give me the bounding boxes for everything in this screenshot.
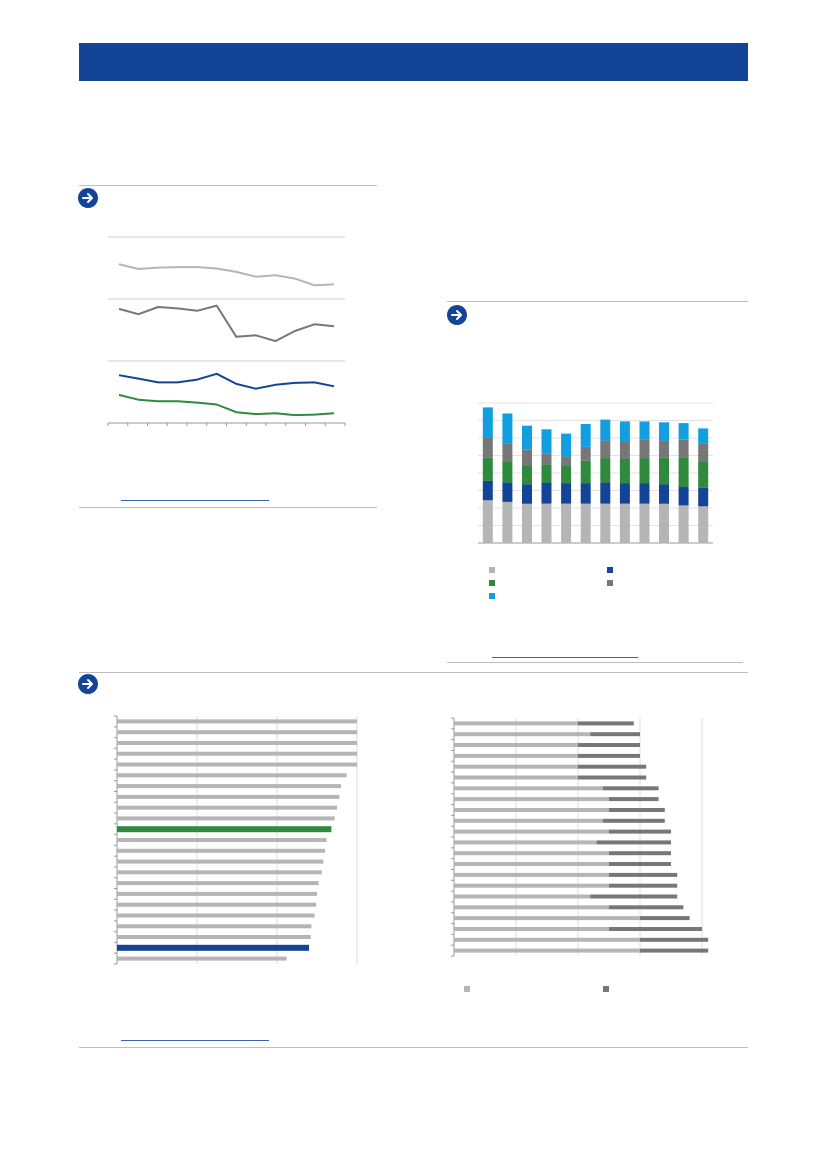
bar: [117, 838, 327, 842]
bar-segment: [454, 830, 609, 834]
bar: [117, 826, 331, 832]
stacked-horizontal-bar-chart: [448, 712, 728, 962]
bar-segment: [578, 765, 646, 769]
bar: [117, 860, 323, 864]
bar-segment: [561, 466, 571, 484]
bar-segment: [502, 443, 512, 461]
bar-segment: [620, 421, 630, 441]
bar-segment: [522, 484, 532, 503]
bar-segment: [581, 424, 591, 447]
bar-segment: [454, 862, 609, 866]
bar: [117, 892, 317, 896]
bar: [117, 730, 357, 734]
bar-segment: [640, 458, 650, 483]
bar-segment: [483, 481, 493, 500]
bar-segment: [609, 797, 659, 801]
bar-segment: [454, 873, 609, 877]
legend-swatch: [603, 986, 609, 992]
bar-segment: [578, 754, 640, 758]
bar-segment: [581, 447, 591, 461]
section-rule: [79, 507, 377, 508]
bar-segment: [698, 428, 708, 443]
bar-segment: [609, 851, 671, 855]
bar-segment: [454, 808, 609, 812]
bar-segment: [640, 916, 690, 920]
bar-segment: [522, 449, 532, 465]
bar-segment: [620, 484, 630, 504]
bar-segment: [454, 776, 578, 780]
bar-segment: [483, 437, 493, 457]
bar-segment: [454, 851, 609, 855]
bar: [117, 784, 341, 788]
bar-segment: [581, 484, 591, 504]
bar-segment: [620, 442, 630, 460]
bar-segment: [561, 504, 571, 543]
bar-segment: [483, 500, 493, 543]
bar-segment: [590, 895, 677, 899]
bar-segment: [609, 830, 671, 834]
bar-segment: [659, 457, 669, 484]
bar-segment: [454, 905, 609, 909]
bar-segment: [679, 457, 689, 487]
legend-swatch: [607, 567, 613, 573]
bar-segment: [454, 797, 609, 801]
bar-segment: [609, 862, 671, 866]
bar-segment: [542, 429, 552, 454]
bar-segment: [454, 840, 597, 844]
bar: [117, 816, 335, 820]
bar: [117, 945, 309, 951]
bar: [117, 935, 311, 939]
bar-segment: [454, 884, 609, 888]
bar-segment: [640, 421, 650, 439]
bar: [117, 914, 315, 918]
bar-segment: [561, 434, 571, 457]
bar: [117, 795, 339, 799]
bar-segment: [502, 502, 512, 543]
bar-segment: [698, 488, 708, 506]
bar: [117, 881, 319, 885]
bar-segment: [454, 938, 640, 942]
bar: [117, 752, 357, 756]
bar-segment: [578, 721, 634, 725]
bar-segment: [454, 765, 578, 769]
horizontal-bar-chart: [110, 712, 370, 967]
bar-segment: [640, 938, 708, 942]
bar-segment: [679, 487, 689, 505]
arrow-right-circle-icon: [447, 305, 467, 325]
bar-segment: [600, 458, 610, 483]
bar: [117, 924, 311, 928]
bar-segment: [600, 483, 610, 504]
bar-segment: [600, 504, 610, 543]
bar-segment: [542, 504, 552, 543]
bar-segment: [522, 504, 532, 543]
bar-segment: [609, 884, 677, 888]
bar: [117, 719, 357, 723]
bar-segment: [522, 426, 532, 450]
bar-segment: [581, 504, 591, 543]
section-rule: [79, 1047, 748, 1048]
section-rule: [447, 662, 743, 663]
bar-segment: [542, 454, 552, 465]
legend-swatch: [464, 986, 470, 992]
bar-segment: [609, 905, 683, 909]
bar-segment: [659, 504, 669, 543]
bar-segment: [609, 873, 677, 877]
bar-segment: [640, 484, 650, 504]
bar: [117, 870, 322, 874]
arrow-right-circle-icon: [78, 188, 98, 208]
bar-segment: [600, 420, 610, 441]
bar-segment: [454, 916, 640, 920]
bar: [117, 773, 347, 777]
line-chart: [100, 225, 360, 435]
bar-segment: [502, 462, 512, 483]
bar-segment: [561, 484, 571, 504]
bar-segment: [483, 407, 493, 437]
series-line: [119, 264, 334, 285]
section-rule: [79, 672, 748, 673]
bar-segment: [454, 721, 578, 725]
bar-segment: [609, 808, 665, 812]
source-link[interactable]: [121, 1040, 269, 1041]
bar-segment: [454, 895, 590, 899]
bar-segment: [603, 786, 659, 790]
bar: [117, 763, 357, 767]
bar-segment: [679, 505, 689, 543]
bar-segment: [698, 462, 708, 488]
bar-segment: [454, 754, 578, 758]
bar-segment: [502, 483, 512, 502]
series-line: [119, 374, 334, 389]
bar-segment: [581, 461, 591, 484]
bar-segment: [454, 786, 603, 790]
bar-segment: [590, 732, 640, 736]
legend-swatch: [489, 580, 495, 586]
legend-swatch: [489, 593, 495, 599]
bar-segment: [454, 949, 640, 953]
section-rule: [79, 185, 377, 186]
bar-segment: [640, 504, 650, 543]
bar-segment: [659, 484, 669, 503]
bar-segment: [454, 819, 603, 823]
legend-swatch: [489, 567, 495, 573]
legend-swatch: [607, 580, 613, 586]
bar-segment: [620, 504, 630, 543]
header-banner: [79, 43, 748, 81]
bar-segment: [578, 743, 640, 747]
bar-segment: [659, 422, 669, 440]
bar-segment: [578, 776, 646, 780]
bar-segment: [609, 927, 702, 931]
bar: [117, 957, 287, 961]
bar-segment: [483, 457, 493, 481]
bar-segment: [640, 440, 650, 458]
series-line: [119, 395, 334, 415]
bar: [117, 903, 316, 907]
bar-segment: [603, 819, 665, 823]
section-rule: [447, 301, 748, 302]
bar-segment: [454, 743, 578, 747]
bar: [117, 849, 325, 853]
bar-segment: [659, 441, 669, 458]
bar-segment: [522, 465, 532, 484]
bar-segment: [454, 927, 609, 931]
bar-segment: [502, 414, 512, 444]
bar-segment: [698, 443, 708, 461]
source-link[interactable]: [492, 657, 638, 658]
bar-segment: [600, 441, 610, 459]
bar-segment: [597, 840, 671, 844]
bar-segment: [620, 459, 630, 484]
bar-segment: [679, 440, 689, 458]
bar-segment: [542, 464, 552, 482]
bar: [117, 806, 337, 810]
source-link[interactable]: [121, 500, 269, 501]
bar-segment: [679, 423, 689, 440]
bar: [117, 741, 357, 745]
stacked-column-chart: [470, 395, 720, 555]
bar-segment: [640, 949, 708, 953]
series-line: [119, 306, 334, 342]
bar-segment: [542, 483, 552, 504]
bar-segment: [561, 456, 571, 466]
bar-segment: [698, 506, 708, 543]
bar-segment: [454, 732, 590, 736]
arrow-right-circle-icon: [78, 674, 98, 694]
